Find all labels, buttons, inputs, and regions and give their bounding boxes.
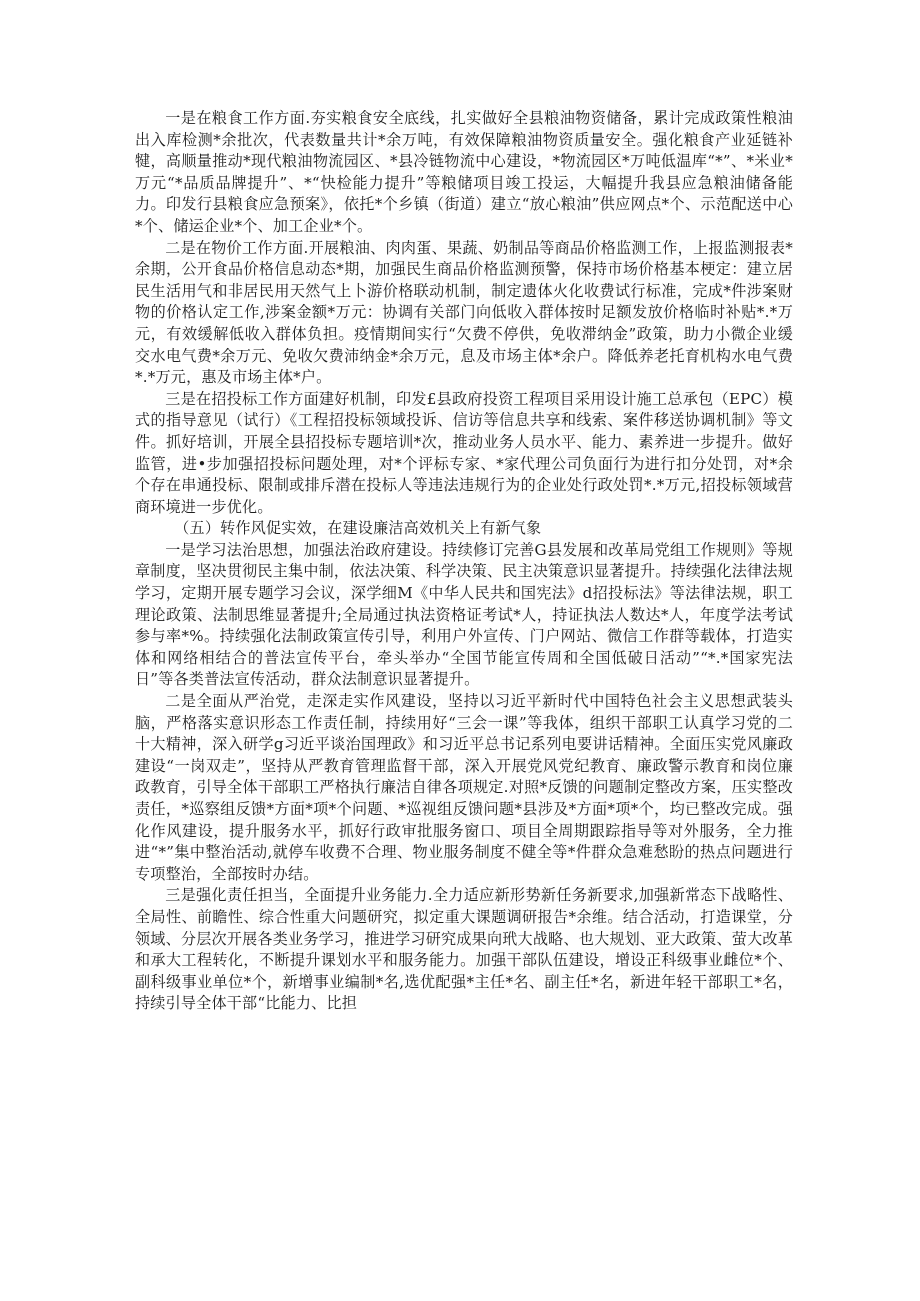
paragraph-responsibility: 三是强化责任担当，全面提升业务能力.全力适应新形势新任务新要求,加强新常态下战略性、全局性、前瞻性、综合性重大问题研究，拟定重大课题调研报告*余维。结合活动，打造课堂，分领域、分层次开展各类业务学习，推进学习研究成果向玳大战略、也大规划、亚大政策、萤大改革和承大工程转化，不断提升课划水平和服务能力。加强干部队伍建设，增设正科级事业雌位*个、副科级事业单位*个，新增事业编制*名,选优配强*主任*名、副主任*名，新进年轻干部职工*名，持续引导全体干部“比能力、比担 xyxy=(135,886,793,1013)
paragraph-grain-work: 一是在粮食工作方面.夯实粮食安全底线，扎实做好全县粮油物资储备，累计完成政策性粮油出入库检测*余批次，代表数量共计*余万吨，有效保障粮油物资质量安全。强化粮食产业延链补犍，高顺量推动*现代粮油物流园区、*县冷链物流中心建设，*物流园区*万吨低温库“*”、*米业*万元“*品质品牌提升”、*“快检能力提升”等粮储项目竣工投运，大幅提升我县应急粮油储备能力。印发行县粮食应急预案》，依托*个乡镇（街道）建立“放心粮油”供应网点*个、示范配送中心*个、储运企业*个、加工企业*个。 xyxy=(135,109,793,235)
paragraph-rule-of-law: 一是学习法治思想，加强法治政府建设。持续修订完善G县发展和改革局党组工作规则》等规章制度，坚决贯彻民主集中制，依法决策、科学决策、民主决策意识显著提升。持续强化法律法规学习，定期开展专题学习会议，深学细M《中华人民共和国宪法》d招投标法》等法律法规，职工理论政策、法制思维显著提升;全局通过执法资格证考试*人，持证执法人数达*人，年度学法考试参与率*%。持续强化法制政策宣传引导，利用户外宣传、门户网站、微信工作群等载体，打造实体和网络相结合的普法宣传平台，牵头举办“全国节能宣传周和全国低破日活动”“*.*国家宪法日”等各类普法宣传活动，群众法制意识显著提升。 xyxy=(135,540,793,689)
section-heading: （五）转作风促实效，在建设廉洁高效机关上有新气象 xyxy=(174,519,542,538)
paragraph-bidding-work: 三是在招投标工作方面建好机制，印发£县政府投资工程项目采用设计施工总承包（EPC）模式的指导意见（试行）《工程招投标领域投诉、信访等信息共享和线索、案件移送协调机制》等文件。抓好培训，开展全县招投标专题培训*次，推动业务人员水平、能力、素养进一步提升。做好监管，进•步加强招投标问题处理，对*个评标专家、*家代理公司负面行为进行扣分处罚，对*余个存在串通投标、限制或排斥潜在投标人等违法违规行为的企业处行政处罚*.*万元,招投标领域营商环境进一步优化。 xyxy=(135,389,793,516)
paragraph-price-work: 二是在物价工作方面.开展粮油、肉肉蛋、果蔬、奶制品等商品价格监测工作，上报监测报表*余期，公开食品价格信息动态*期，加强民生商品价格监测预警，保持市场价格基本梗定：建立居民生活用气和非居民用天然气上卜游价格联动机制，制定遗体火化收费试行标准，完成*件涉案财物的价格认定工作,涉案金额*万元：协调有关部门向低收入群体按时足额发放价格临时补贴*.*万元，有效缓解低收入群体负担。疫情期间实行“欠费不停供，免收滞纳金”政策，助力小微企业缓交水电气费*余万元、免收欠费沛纳金*余万元，息及市场主体*余户。降低养老托育机构水电气费*.*万元，惠及市场主体*户。 xyxy=(135,238,793,387)
document-page xyxy=(135,108,793,1015)
paragraph-party-discipline: 二是全面从严治党，走深走实作风建设，坚持以习近平新时代中国特色社会主义思想武装头脑，严格落实意识形态工作责任制，持续用好“三会一课”等我体，组织干部职工认真学习党的二十大精神，深入研学g习近平谈治国理政》和习近平总书记系列电要讲话精神。全面压实党风廉政建设“一岗双走”，坚持从严教育管理监督干部，深入开展党风党纪教育、廉政警示教育和岗位廉政教育，引导全体干部职工严格执行廉洁自律各项规定.对照*反馈的问题制定整改方案，压实整改责任，*巡察组反馈*方面*项*个问题、*巡视组反馈问题*县涉及*方面*项*个，均已整改完成。强化作风建设，提升服务水平，抓好行政审批服务窗口、项目全周期跟踪指导等对外服务，全力推进“*”集中整治活动,就停车收费不合理、物业服务制度不健全等*件群众急难愁盼的热点问题进行专项整治，全部按时办结。 xyxy=(135,692,793,883)
